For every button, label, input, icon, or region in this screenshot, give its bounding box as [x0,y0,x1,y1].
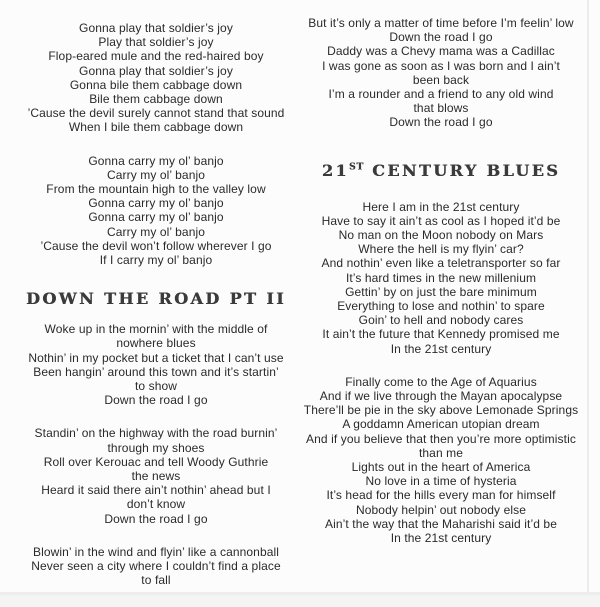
lyrics-verse [8,545,304,588]
lyric-line: Down the road I go [389,30,493,45]
lyric-line: It ain’t the future that Kennedy promised me [322,327,560,342]
lyric-line: Bile them cabbage down [89,92,223,107]
heading-text: 21 [321,160,349,180]
lyric-line: Heard it said there ain’t nothin’ ahead but I [41,483,271,498]
lyric-line: And if we live through the Mayan apocalypse [319,389,563,404]
lyric-line: Gettin’ by on just the bare minimum [345,284,537,299]
lyric-line: Never seen a city where I couldn’t find a place [31,559,281,574]
lyric-line: Down the road I go [104,511,208,526]
lyrics-verse [296,375,586,545]
lyric-line: Where the hell is my flyin’ car? [358,242,524,257]
lyric-line: Flop-eared mule and the red-haired boy [48,49,264,64]
lyric-line: In the 21st century [390,341,492,356]
lyric-line: Have to say it ain’t as cool as I hoped it’d be [321,213,561,228]
lyrics-column-right [296,16,586,564]
lyric-line: Gonna play that soldier’s joy [79,63,233,78]
lyric-line: Roll over Kerouac and tell Woody Guthrie [43,454,269,469]
lyric-line: Everything to lose and nothin’ to spare [337,299,545,314]
lyric-line: There’ll be pie in the sky above Lemonade Springs [303,403,579,418]
lyric-line: Down the road I go [389,115,493,130]
lyric-line: Gonna bile them cabbage down [69,77,243,92]
lyric-line: ’Cause the devil surely cannot stand that sound [27,106,285,121]
lyrics-verse [8,21,304,135]
lyric-line: From the mountain high to the valley low [46,182,266,197]
lyric-line: than me [418,445,464,460]
scan-edge-line [587,0,589,595]
lyric-line: In the 21st century [390,531,492,546]
lyric-line: It’s hard times in the new millenium [345,270,537,285]
lyric-line: been back [412,72,470,87]
lyric-line: that blows [413,101,469,116]
lyric-line: don’t know [126,497,186,512]
lyric-line: the news [131,469,181,484]
lyric-line: Nothin’ in my pocket but a ticket that I can’t use [28,350,284,365]
lyric-line: No love in a time of hysteria [365,474,517,489]
lyric-line: When I bile them cabbage down [68,120,244,135]
lyric-line: It’s head for the hills every man for himself [326,488,556,503]
lyric-line: Gonna carry my ol’ banjo [88,210,224,225]
lyric-line: And if you believe that then you’re more optimistic [306,431,576,446]
lyric-line: Down the road I go [104,393,208,408]
lyric-line: nowhere blues [116,336,196,351]
lyrics-verse [8,426,304,525]
lyrics-column-left [8,21,304,607]
lyric-line: If I carry my ol’ banjo [99,253,213,268]
song-title-heading [296,161,586,180]
lyric-line: Nobody helpin’ out nobody else [355,502,526,517]
lyric-line: No man on the Moon nobody on Mars [338,228,544,243]
lyric-line: to show [134,379,178,394]
lyrics-verse [8,154,304,268]
lyric-line: I’m a rounder and a friend to any old wind [328,87,554,102]
lyric-line: Ain’t the way that the Maharishi said it’d be [325,516,557,531]
song-title-heading [8,289,304,308]
lyric-line: Carry my ol’ banjo [106,224,206,239]
lyric-line: Carry my ol’ banjo [106,167,206,182]
lyric-line: Daddy was a Chevy mama was a Cadillac [327,44,555,59]
lyric-line: And nothin’ even like a teletransporter so far [321,256,561,271]
lyric-line: Blowin’ in the wind and flyin’ like a cannonball [32,544,280,559]
heading-text: CENTURY BLUES [364,160,561,180]
heading-superscript: ST [348,162,365,173]
lyric-line: Been hangin’ around this town and it’s startin’ [33,364,279,379]
lyric-line: Woke up in the mornin’ with the middle of [44,322,268,337]
lyric-line: Lights out in the heart of America [351,460,531,475]
lyric-line: Goin’ to hell and nobody cares [358,313,524,328]
lyric-line: ’Cause the devil won’t follow wherever I go [40,238,272,253]
lyric-line: to fall [141,573,171,588]
lyric-line: Gonna carry my ol’ banjo [88,153,224,168]
lyric-line: Play that soldier’s joy [98,35,214,50]
lyric-line: through my shoes [107,440,205,455]
lyric-line: Standin’ on the highway with the road burnin’ [34,426,278,441]
lyric-line: Finally come to the Age of Aquarius [345,374,537,389]
heading-text: DOWN THE ROAD PT II [26,289,286,309]
lyrics-verse [296,16,586,130]
lyrics-verse [296,200,586,356]
lyric-line: I was gone as soon as I was born and I ain’t [322,58,560,73]
lyric-line: Gonna play that soldier’s joy [79,21,233,35]
lyric-line: Gonna carry my ol’ banjo [88,196,224,211]
lyrics-verse [8,322,304,407]
lyric-line: But it’s only a matter of time before I’m feelin’ low [308,16,574,30]
lyric-line: Here I am in the 21st century [362,199,520,214]
lyric-line: A goddamn American utopian dream [342,417,540,432]
